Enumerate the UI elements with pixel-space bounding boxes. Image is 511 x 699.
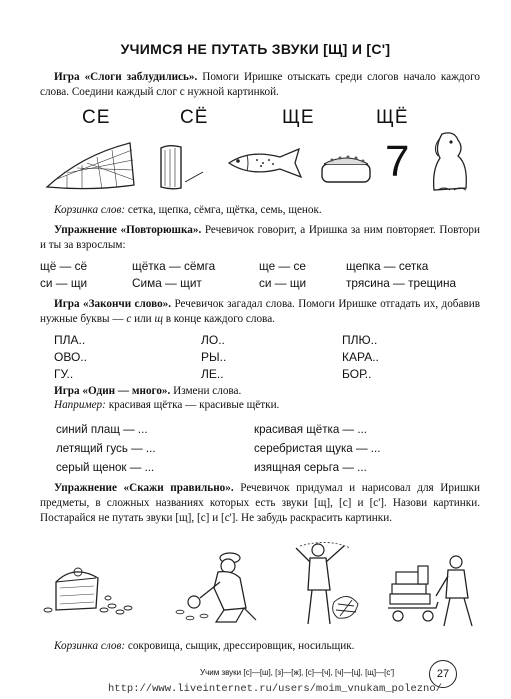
word-item: ЛО.. <box>201 333 225 347</box>
phrase-item: красивая щётка — ... <box>254 423 367 436</box>
exercise1-text: Речевичок говорит, а Иришка за ним повторяет. Повтори и ты за взрослым: <box>40 224 480 251</box>
exercise1-name: Упражнение «Повторюшка». <box>54 224 202 236</box>
word-item: КАРА.. <box>342 350 379 364</box>
exercise2-name: Упражнение «Скажи правильно». <box>54 482 234 494</box>
detective-picture-icon <box>170 548 270 624</box>
pair-item: си — щи <box>40 276 88 290</box>
word-basket-1-label: Корзинка слов: <box>54 204 126 216</box>
syllable-shche: ЩЕ <box>282 107 315 128</box>
game2-letter-shch: щ <box>154 313 163 325</box>
pair-item: ще — се <box>259 259 306 273</box>
page-title: УЧИМСЯ НЕ ПУТАТЬ ЗВУКИ [Щ] И [С'] <box>120 41 391 57</box>
watermark-url: http://www.liveinternet.ru/users/moim_vnukam_polezno/ <box>108 683 442 695</box>
phrase-item: летящий гусь — ... <box>56 442 156 455</box>
syllable-shcho: ЩЁ <box>376 107 409 128</box>
game3-name: Игра «Один — много». <box>54 385 171 397</box>
phrase-item: серебристая щука — ... <box>254 442 381 455</box>
seven-picture: 7 <box>385 137 410 186</box>
word-basket-1-text: сетка, щепка, сёмга, щётка, семь, щенок. <box>125 204 322 216</box>
phrase-item: изящная серьга — ... <box>254 461 367 474</box>
game2-instructions <box>40 297 480 327</box>
exercise2-text: Речевичок придумал и нарисовал для Иришки предметы, в сложных названиях которых есть звуки [щ], [с] и [с']. Назови картинки. Постарайся не путать звуки [щ], [с] и [с']. Не забудь раскрасить картинки. <box>40 482 480 524</box>
word-item: ПЛА.. <box>54 333 86 347</box>
word-item: ОВО.. <box>54 350 87 364</box>
word-basket-2 <box>54 640 354 652</box>
game2-and: или <box>131 313 155 325</box>
game2-text-a: Речевичок загадал слова. Помоги Иришке отгадать их, добавив нужные буквы — <box>40 298 480 325</box>
word-item: БОР.. <box>342 367 372 381</box>
brush-picture-icon <box>316 150 376 190</box>
word-item: ПЛЮ.. <box>342 333 378 347</box>
game3-instructions <box>40 384 480 399</box>
word-basket-1 <box>54 204 322 216</box>
porter-picture-icon <box>388 554 480 628</box>
trainer-picture-icon <box>288 540 368 630</box>
page-number: 27 <box>429 660 457 688</box>
net-picture-icon <box>42 135 137 193</box>
footer-running-title: Учим звуки [с]—[ш], [з]—[ж], [с]—[ч], [ч]—[ц], [щ]—[с'] <box>200 668 395 677</box>
pair-item: щётка — сёмга <box>132 259 216 273</box>
woodchip-picture-icon <box>157 142 207 192</box>
syllable-syo: СЁ <box>180 107 209 128</box>
game2-text-b: в конце каждого слова. <box>162 313 275 325</box>
game3-example-label: Например: <box>54 399 106 411</box>
game1-instructions <box>40 70 480 100</box>
game1-name: Игра «Слоги заблудились». <box>54 71 198 83</box>
phrase-item: серый щенок — ... <box>56 461 155 474</box>
treasure-chest-picture-icon <box>38 560 138 618</box>
game3-example-text: красивая щётка — красивые щётки. <box>105 399 280 411</box>
game3-example <box>54 399 279 411</box>
pair-item: щепка — сетка <box>346 259 429 273</box>
word-item: ЛЕ.. <box>201 367 224 381</box>
game3-text: Измени слова. <box>170 385 242 397</box>
word-item: ГУ.. <box>54 367 74 381</box>
game2-letter-s: с <box>126 313 132 325</box>
syllable-se: СЕ <box>82 107 111 128</box>
word-item: РЫ.. <box>201 350 227 364</box>
word-basket-2-text: сокровища, сыщик, дрессировщик, носильщик. <box>125 640 355 652</box>
exercise2-instructions <box>40 481 480 526</box>
pair-item: си — щи <box>259 276 307 290</box>
pair-item: щё — сё <box>40 259 88 273</box>
fish-picture-icon <box>225 145 305 181</box>
puppy-picture-icon <box>424 128 474 196</box>
word-basket-2-label: Корзинка слов: <box>54 640 126 652</box>
phrase-item: синий плащ — ... <box>56 423 148 436</box>
exercise1-instructions <box>40 223 480 253</box>
game1-text: Помоги Иришке отыскать среди слогов начало каждого слова. Соедини каждый слог с нужной картинкой. <box>40 71 480 98</box>
pair-item: Сима — щит <box>132 276 202 290</box>
pair-item: трясина — трещина <box>346 276 457 290</box>
game2-name: Игра «Закончи слово». <box>54 298 172 310</box>
